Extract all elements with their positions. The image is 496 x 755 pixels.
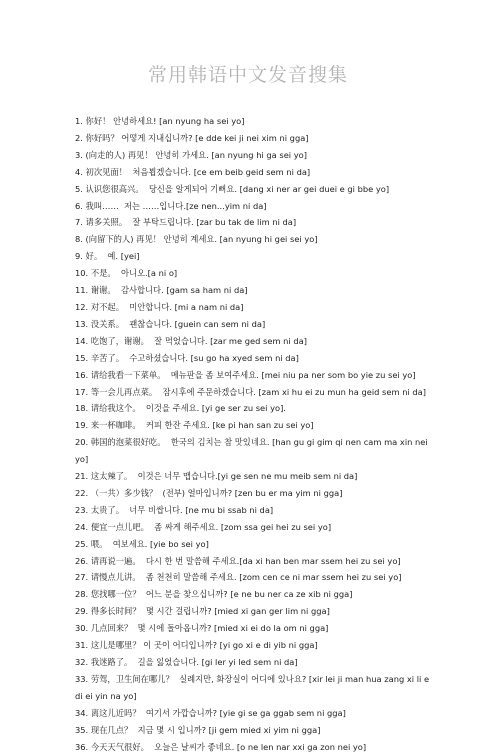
phrase-item <box>75 637 435 654</box>
phrase-item <box>75 739 435 755</box>
phrase-item <box>75 265 435 282</box>
phrase-item <box>75 181 435 198</box>
phrase-item <box>75 536 435 553</box>
phrase-text: 7. 请多关照。 잘 부탁드립니다. [zar bu tak de lim ni da] <box>75 217 297 228</box>
phrase-text: 1. 你好！ 안녕하세요! [an nyung ha sei yo] <box>75 116 245 126</box>
phrase-text: 4. 初次见面！ 처음뵙겠습니다. [ce em beib geid sem ni da] <box>75 166 311 177</box>
phrase-item <box>75 722 435 739</box>
phrase-text: 25. 喂。 여보세요. [yie bo sei yo] <box>75 538 209 549</box>
phrase-item <box>75 485 435 502</box>
phrase-text: 3. (向走的人) 再见！ 안녕히 가세요. [an nyung hi ga sei yo] <box>75 149 307 160</box>
phrase-text: 36. 今天天气很好。 오늘은 날씨가 좋네요. [o ne len nar xxi ga zon nei yo] <box>75 741 367 752</box>
phrase-item <box>75 282 435 299</box>
phrase-text: 18. 请给我这个。 이것을 주세요. [yi ge ser zu sei yo]. <box>75 403 286 414</box>
phrase-text: 16. 请给我看一下菜单。 메뉴판을 좀 보여주세요. [mei niu pa ner som bo yie zu sei yo] <box>75 369 416 380</box>
phrase-item <box>75 654 435 671</box>
phrase-text: 11. 谢谢。 감사합니다. [gam sa ham ni da] <box>75 285 248 296</box>
phrase-text: 30. 几点回来？ 몇 시에 돌아옵니까? [mied xi ei do la om ni gga] <box>75 623 329 634</box>
phrase-item <box>75 603 435 620</box>
phrase-item <box>75 519 435 536</box>
phrase-item <box>75 231 435 248</box>
phrase-text: 13. 没关系。 괜찮습니다. [guein can sem ni da] <box>75 318 266 329</box>
phrase-item <box>75 333 435 350</box>
phrase-item <box>75 569 435 586</box>
phrase-text: 26. 请再说一遍。 다시 한 번 말씀해 주세요.[da xi han ben mar ssem hei zu sei yo] <box>75 555 401 566</box>
phrase-text: 33. 劳驾，卫生间在哪儿？ 실례지만, 화장실이 어디에 있나요? [xir lei ji man hua zang xi li e di ei yin na yo] <box>75 673 432 701</box>
phrase-item <box>75 384 435 401</box>
phrase-item <box>75 367 435 384</box>
phrase-item <box>75 113 435 130</box>
phrase-text: 15. 辛苦了。 수고하셨습니다. [su go ha xyed sem ni da] <box>75 352 299 363</box>
phrase-text: 27. 请慢点儿讲。 좀 천천히 말씀해 주세요. [zom cen ce ni mar ssem hei zu sei yo] <box>75 572 402 583</box>
phrase-text: 34. 离这儿近吗？ 여기서 가깝습니까? [yie gi se ga ggab sem ni gga] <box>75 707 346 718</box>
phrase-text: 35. 现在几点？ 지금 몇 시 입니까? [ji gem mied xi yim ni gga] <box>75 724 321 735</box>
phrase-item <box>75 434 435 468</box>
phrase-text: 29. 得多长时间？ 몇 시간 걸립니까? [mied xi gan ger lim ni gga] <box>75 606 330 617</box>
phrase-item <box>75 400 435 417</box>
phrase-item <box>75 620 435 637</box>
phrase-item <box>75 350 435 367</box>
phrase-item <box>75 299 435 316</box>
phrase-text: 9. 好。 예. [yei] <box>75 251 140 262</box>
phrase-item <box>75 130 435 147</box>
phrase-item <box>75 198 435 215</box>
phrase-text: 31. 这儿是哪里？ 이 곳이 어디입니까? [yi go xi e di yib ni gga] <box>75 640 318 651</box>
phrase-text: 6. 我叫…… 저는 ……입니다.[ze nen...yim ni da] <box>75 200 267 211</box>
phrase-item <box>75 214 435 231</box>
phrase-item <box>75 316 435 333</box>
phrase-text: 22. （一共）多少钱？ (전부) 얼마입니까? [zen bu er ma yim ni gga] <box>75 487 343 498</box>
phrase-text: 2. 你好吗？ 어떻게 지내십니까? [e dde kei ji nei xim ni gga] <box>75 132 309 143</box>
phrase-item <box>75 417 435 434</box>
page-title: 常用韩语中文发音搜集 <box>147 64 348 86</box>
phrase-text: 23. 太贵了。 너무 비쌉니다. [ne mu bi ssab ni da] <box>75 504 274 515</box>
phrase-text: 32. 我迷路了。 길을 잃었습니다. [gi ler yi led sem ni da] <box>75 657 298 667</box>
phrase-text: 8. (向留下的人) 再见！ 안녕히 계세요. [an nyung hi gei sei yo] <box>75 234 318 245</box>
phrase-text: 21. 这太辣了。 이것은 너무 맵습니다.[yi ge sen ne mu meib sem ni da] <box>75 471 358 482</box>
phrase-item <box>75 468 435 485</box>
phrase-text: 12. 对不起。 미안합니다. [mi a nam ni da] <box>75 301 244 312</box>
phrase-item <box>75 671 435 705</box>
phrase-item <box>75 705 435 722</box>
phrase-list <box>75 113 435 755</box>
phrase-item <box>75 248 435 265</box>
phrase-item <box>75 147 435 164</box>
phrase-item <box>75 553 435 570</box>
phrase-text: 17. 等一会儿再点菜。 잠시후에 주문하겠습니다. [zam xi hu ei zu mun ha geid sem ni da] <box>75 386 426 397</box>
phrase-item <box>75 502 435 519</box>
phrase-text: 19. 来一杯咖啡。 커피 한잔 주세요. [ke pi han san zu sei yo] <box>75 420 314 431</box>
phrase-text: 28. 您找哪一位？ 어느 분을 찾으십니까? [e ne bu ner ca ze xib ni gga] <box>75 589 353 600</box>
phrase-text: 5. 认识您很高兴。 당신을 알게되어 기뻐요. [dang xi ner ar gei duei e gi bbe yo] <box>75 183 390 194</box>
phrase-text: 14. 吃饱了，谢谢。 잘 먹었습니다. [zar me ged sem ni da] <box>75 335 307 346</box>
phrase-item <box>75 586 435 603</box>
phrase-text: 24. 便宜一点儿吧。 좀 싸게 해주세요. [zom ssa gei hei zu sei yo] <box>75 521 332 532</box>
phrase-item <box>75 164 435 181</box>
phrase-text: 20. 韩国的泡菜很好吃。 한국의 김치는 참 맛있네요. [han gu gi gim qi nen cam ma xin nei yo] <box>75 437 431 465</box>
phrase-text: 10. 不是。 아니오.[a ni o] <box>75 268 178 279</box>
